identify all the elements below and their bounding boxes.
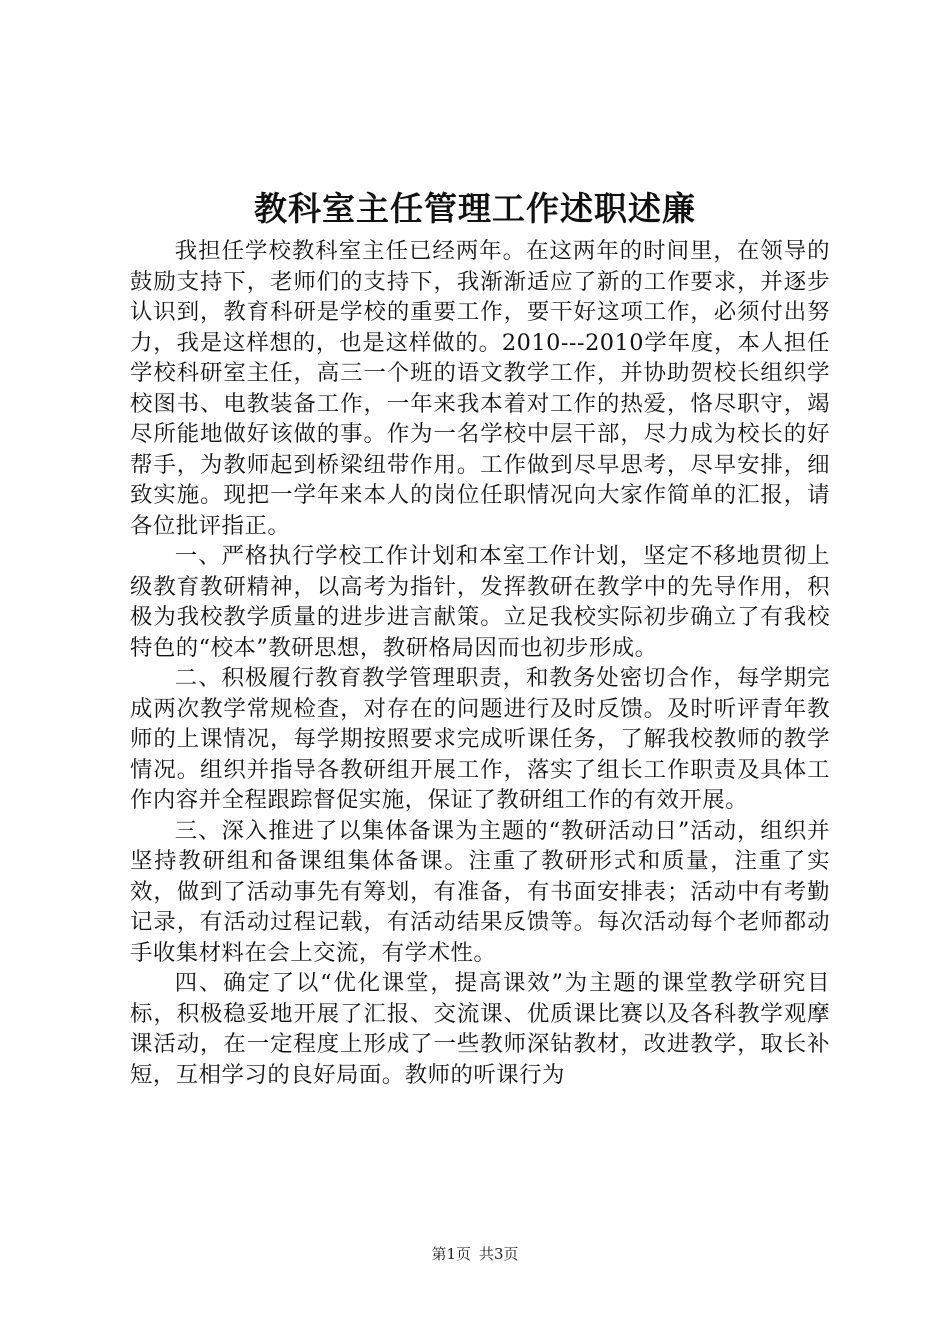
paragraph-intro: 我担任学校教科室主任已经两年。在这两年的时间里，在领导的鼓励支持下，老师们的支持下，我渐渐适应了新的工作要求，并逐步认识到，教育科研是学校的重要工作，要干好这项工作，必须付出努力，我是这样想的，也是这样做的。2010---2010学年度，本人担任学校科研室主任，高三一个班的语文教学工作，并协助贺校长组织学校图书、电教装备工作，一年来我本着对工作的热爱，恪尽职守，竭尽所能地做好该做的事。作为一名学校中层干部，尽力成为校长的好帮手，为教师起到桥梁纽带作用。工作做到尽早思考，尽早安排，细致实施。现把一学年来本人的岗位任职情况向大家作简单的汇报，请各位批评指正。 — [130, 238, 830, 539]
page-footer — [0, 1244, 950, 1264]
paragraph-section-4: 四、确定了以“优化课堂，提高课效”为主题的课堂教学研究目标，积极稳妥地开展了汇报、交流课、优质课比赛以及各科教学观摩课活动，在一定程度上形成了一些教师深钻教材，改进教学，取长补短，互相学习的良好局面。教师的听课行为 — [130, 970, 830, 1088]
page-total: 共3页 — [479, 1245, 519, 1263]
paragraph-section-3: 三、深入推进了以集体备课为主题的“教研活动日”活动，组织并坚持教研组和备课组集体备课。注重了教研形式和质量，注重了实效，做到了活动事先有筹划，有准备，有书面安排表；活动中有考勤记录，有活动过程记载，有活动结果反馈等。每次活动每个老师都动手收集材料在会上交流，有学术性。 — [130, 817, 830, 966]
document-title: 教科室主任管理工作述职述廉 — [254, 189, 696, 228]
paragraph-section-2: 二、积极履行教育教学管理职责，和教务处密切合作，每学期完成两次教学常规检查，对存在的问题进行及时反馈。及时听评青年教师的上课情况，每学期按照要求完成听课任务，了解我校教师的教学情况。组织并指导各教研组开展工作，落实了组长工作职责及具体工作内容并全程跟踪督促实施，保证了教研组工作的有效开展。 — [130, 665, 830, 813]
document-body — [130, 236, 830, 1090]
paragraph-section-1: 一、严格执行学校工作计划和本室工作计划，坚定不移地贯彻上级教育教研精神，以高考为指针，发挥教研在教学中的先导作用，积极为我校教学质量的进步进言献策。立足我校实际初步确立了有我校特色的“校本”教研思想，教研格局因而也初步形成。 — [130, 543, 830, 661]
page-number: 第1页 — [431, 1245, 471, 1263]
